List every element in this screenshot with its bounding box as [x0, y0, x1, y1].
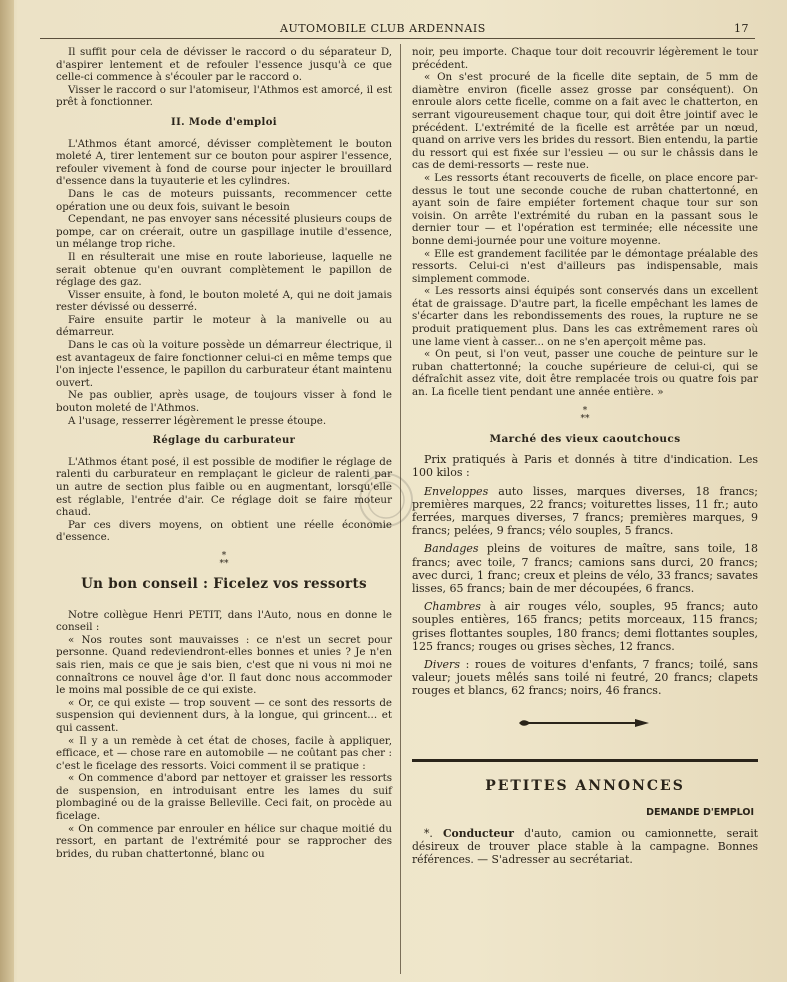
paragraph: « Les ressorts étant recouverts de ficelle, on place encore par-dessus le tout une seconde couche de ruban chattertonné, en ayant soin de faire empiéter fortement chaque tour sur son voisin. On arrête l'extrémité du ruban en la passant sous le dernier tour — et l'opération est terminée; elle nécessite une bonne demi-journée pour une voiture moyenne. [412, 171, 758, 247]
paragraph: « Les ressorts ainsi équipés sont conservés dans un excellent état de graissage. D'autre part, la ficelle empêchant les lames de s'écarter dans les rebondissements des roues, la rupture ne se produit pratiquement plus. Dans les cas extrêmement rares où une lame vient à casser... on ne s'en aperçoit même pas. [412, 285, 758, 348]
market-intro: Prix pratiqués à Paris et donnés à titre d'indication. Les 100 kilos : [412, 453, 758, 480]
library-stamp-icon [356, 470, 416, 530]
paragraph: « On peut, si l'on veut, passer une couche de peinture sur le ruban chattertonné; la couche supérieure de celui-ci, qui se défraîchit assez vite, doit être remplacée trois ou quatre fois par an. La ficelle tient pendant une année entière. » [412, 348, 758, 399]
section-heading-reglage: Réglage du carburateur [152, 435, 296, 447]
ad-title: Conducteur [442, 827, 514, 841]
paragraph: Dans le cas où la voiture possède un démarreur électrique, il est avantageux de faire fonctionner celui-ci en même temps que l'on injecte l'essence, le papillon du carburateur étant maintenu ouvert. [56, 339, 392, 389]
paragraph: « On s'est procuré de la ficelle dite septain, de 5 mm de diamètre environ (ficelle assez grosse par conséquent). On enroule alors cette ficelle, comme on a fait avec le chatterton, en serrant vigoureusement chaque tour, qui doit être jointif avec le précédent. L'extrémité de la ficelle est arrêtée par un nœud, quand on arrive vers les brides du ressort. Bien entendu, la partie du ressort qui est fixée sur l'essieu — ou sur le châssis dans le cas de demi-ressorts — reste nue. [412, 71, 758, 172]
paragraph: Dans le cas de moteurs puissants, recommencer cette opération une ou deux fois, suivant le besoin [56, 187, 392, 213]
arrow-ornament-icon [515, 716, 655, 730]
section-rule [412, 759, 758, 762]
market-text: pleins de voitures de maître, sans toile, 18 francs; avec toile, 7 francs; camions sans durci, 20 francs; avec durci, 1 franc; creux et pleins de vélo, 33 francs; savates lisses, 65 francs; bain de mer découpées, 6 francs. [412, 542, 758, 596]
market-text: auto lisses, marques diverses, 18 francs; premières marques, 22 francs; voiturettes lisses, 11 fr.; auto ferrées, marques diverses, 7 francs; premières marques, 9 francs; pelées, 9 francs; vélo souples, 5 francs. [412, 484, 758, 538]
classifieds-title: PETITES ANNONCES [485, 778, 685, 795]
classified-ad [412, 827, 758, 866]
page-header [40, 18, 755, 39]
right-column [412, 46, 758, 866]
binding-edge [0, 0, 14, 982]
section-heading-mode: II. Mode d'emploi [171, 116, 277, 128]
paragraph: « Or, ce qui existe — trop souvent — ce sont des ressorts de suspension qui deviennent durs, à la longue, qui grincent... et qui cassent. [56, 696, 392, 734]
paragraph: Il suffit pour cela de dévisser le raccord o du séparateur D, d'aspirer lentement et de refouler l'essence jusqu'à ce que celle-ci commence à s'écouler par le raccord o. [56, 46, 392, 84]
asterism: * ** [219, 550, 229, 569]
paragraph: L'Athmos étant posé, il est possible de modifier le réglage de ralenti du carburateur en remplaçant le gicleur de ralenti par un autre de section plus faible ou en augmentant, lorsqu'elle est réglable, l'entrée d'air. Ce réglage doit se faire moteur chaud. [56, 455, 392, 519]
paragraph: L'Athmos étant amorcé, dévisser complètement le bouton moleté A, tirer lentement sur ce bouton pour aspirer l'essence, refouler vivement à fond de course pour injecter le brouillard d'essence dans la tuyauterie et les cylindres. [56, 137, 392, 188]
paragraph: « Elle est grandement facilitée par le démontage préalable des ressorts. Celui-ci n'est d'ailleurs pas indispensable, mais simplement commode. [412, 247, 758, 285]
article-title: Un bon conseil : Ficelez vos ressorts [81, 575, 367, 592]
paragraph: Cependant, ne pas envoyer sans nécessité plusieurs coups de pompe, car on créerait, outre un gaspillage inutile d'essence, un mélange trop riche. [56, 213, 392, 251]
ad-text: d'auto, camion ou camionnette, serait désireux de trouver place stable à la campagne. Bonnes références. — S'adresser au secrétariat. [412, 827, 758, 867]
market-entry-chambres [412, 600, 758, 653]
market-label: Enveloppes [424, 484, 489, 498]
market-label: Bandages [424, 542, 479, 556]
left-column [56, 46, 392, 860]
page-number: 17 [734, 22, 749, 35]
arrow-ornament [412, 716, 758, 734]
market-entry-bandages [412, 542, 758, 595]
ad-marker: *. [424, 827, 443, 841]
journal-title: AUTOMOBILE CLUB ARDENNAIS [280, 22, 486, 35]
asterism: * ** [580, 405, 590, 424]
paragraph: « On commence par enrouler en hélice sur chaque moitié du ressort, en partant de l'extrémité pour se rapprocher des brides, du ruban chattertonné, blanc ou [56, 822, 392, 860]
market-text: : roues de voitures d'enfants, 7 francs; toilé, sans valeur; jouets mêlés sans toilé ni feutré, 20 francs; clapets rouges et blancs, 62 francs; noirs, 46 francs. [412, 658, 758, 698]
section-heading-marche: Marché des vieux caoutchoucs [489, 432, 681, 445]
paragraph: Il en résulterait une mise en route laborieuse, laquelle ne serait obtenue qu'en ouvrant complètement le papillon de réglage des gaz. [56, 250, 392, 289]
market-prices [412, 453, 758, 697]
market-entry-divers [412, 658, 758, 698]
paragraph: « Nos routes sont mauvaisses : ce n'est un secret pour personne. Quand redeviendront-elles bonnes et unies ? Je n'en sais rien, mais ce que je sais bien, c'est que ni vous ni moi ne connaîtrons ce nouvel âge d'or. Il faut donc nous accommoder le moins mal possible de ce qui existe. [56, 633, 392, 697]
paragraph: Visser le raccord o sur l'atomiseur, l'Athmos est amorcé, il est prêt à fonctionner. [56, 83, 392, 109]
market-label: Divers [424, 658, 460, 672]
market-entry-enveloppes [412, 485, 758, 538]
paragraph: « On commence d'abord par nettoyer et graisser les ressorts de suspension, en introduisant entre les lames du suif plombaginé ou de la graisse Belleville. Ceci fait, on procède au ficelage. [56, 772, 392, 823]
paragraph: noir, peu importe. Chaque tour doit recouvrir légèrement le tour précédent. [412, 46, 758, 71]
paragraph: « Il y a un remède à cet état de choses, facile à appliquer, efficace, et — chose rare en automobile — ne coûtant pas cher : c'est le ficelage des ressorts. Voici comment il se pratique : [56, 734, 392, 772]
paragraph: Notre collègue Henri PETIT, dans l'Auto, nous en donne le conseil : [56, 608, 392, 634]
market-text: à air rouges vélo, souples, 95 francs; auto souples entières, 165 francs; petits morceaux, 115 francs; grises flottantes souples, 180 francs; demi flottantes souples, 125 francs; rouges ou grises sèches, 12 francs. [412, 600, 758, 653]
market-label: Chambres [424, 600, 481, 614]
paragraph: Ne pas oublier, après usage, de toujours visser à fond le bouton moleté de l'Athmos. [56, 389, 392, 415]
classifieds-category: DEMANDE D'EMPLOI [646, 806, 754, 818]
paragraph: Visser ensuite, à fond, le bouton moleté A, qui ne doit jamais rester dévissé ou desserré. [56, 288, 392, 314]
paragraph: Par ces divers moyens, on obtient une réelle économie d'essence. [56, 518, 392, 544]
paragraph: Faire ensuite partir le moteur à la manivelle ou au démarreur. [56, 313, 392, 339]
paragraph: A l'usage, resserrer légèrement le presse étoupe. [68, 414, 327, 427]
